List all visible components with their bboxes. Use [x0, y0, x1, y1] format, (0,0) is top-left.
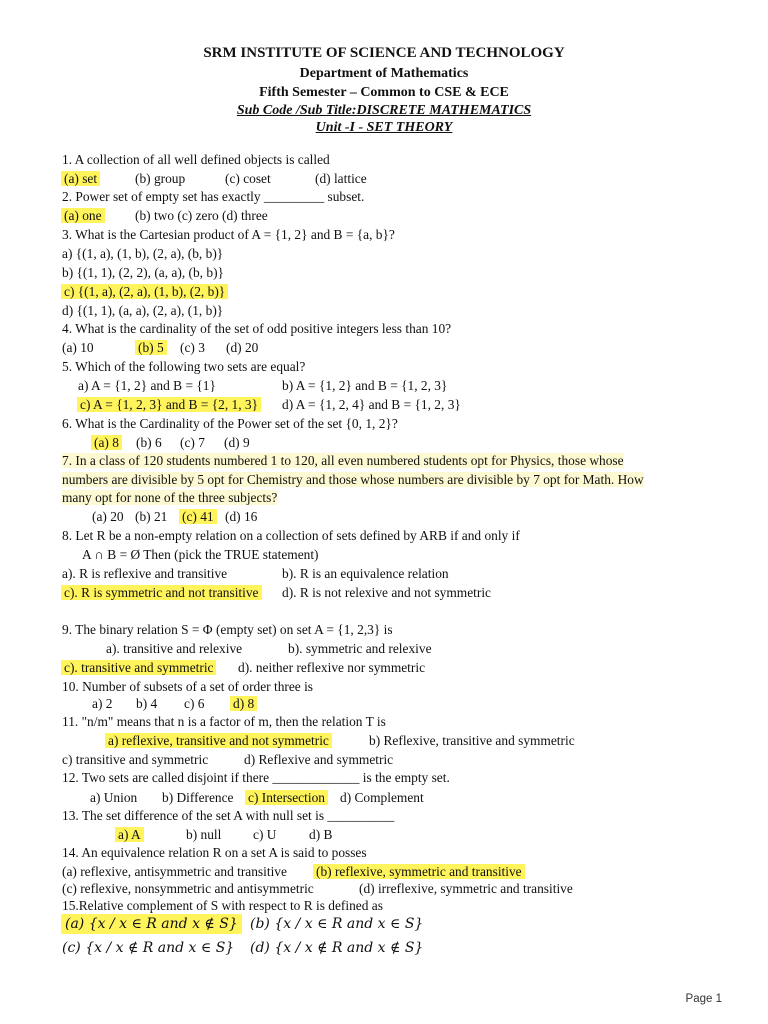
q10-option-c: c) 6 — [184, 696, 205, 711]
q3-option-b: b) {(1, 1), (2, 2), (a, a), (b, b)} — [62, 265, 224, 280]
q4-option-b: (b) 5 — [136, 340, 166, 356]
q4-option-a: (a) 10 — [62, 340, 94, 355]
q3-option-c: c) {(1, a), (2, a), (1, b), (2, b)} — [62, 284, 227, 300]
q7-option-b: (b) 21 — [135, 509, 168, 524]
q5-option-b: b) A = {1, 2} and B = {1, 2, 3} — [282, 378, 448, 393]
q9-option-c: c). transitive and symmetric — [62, 660, 215, 676]
q14-option-b: (b) reflexive, symmetric and transitive — [314, 864, 524, 880]
q14-option-c: (c) reflexive, nonsymmetric and antisymmetric — [62, 881, 314, 896]
q15-option-c: (c) {x / x ∉ R and x ∈ S} — [62, 940, 235, 956]
q10-option-d: d) 8 — [231, 696, 256, 712]
q7-option-d: (d) 16 — [225, 509, 258, 524]
q10-option-b: b) 4 — [136, 696, 158, 711]
institute-title: SRM INSTITUTE OF SCIENCE AND TECHNOLOGY — [203, 45, 565, 61]
q12-option-a: a) Union — [90, 790, 138, 805]
semester-title: Fifth Semester – Common to CSE & ECE — [259, 85, 509, 100]
q7-option-a: (a) 20 — [92, 509, 124, 524]
question-8-line-1: 8. Let R be a non-empty relation on a collection of sets defined by ARB if and only if — [62, 528, 520, 543]
question-13: 13. The set difference of the set A with null set is __________ — [62, 808, 395, 823]
question-5: 5. Which of the following two sets are equal? — [62, 359, 306, 374]
q15-option-a: (a) {x / x ∈ R and x ∉ S} — [62, 916, 241, 932]
question-1: 1. A collection of all well defined objects is called — [62, 152, 330, 167]
q1-option-c: (c) coset — [225, 171, 271, 186]
q14-option-a: (a) reflexive, antisymmetric and transitive — [62, 864, 287, 879]
q12-option-c: c) Intersection — [246, 790, 327, 806]
q12-option-b: b) Difference — [162, 790, 234, 805]
q3-option-a: a) {(1, a), (1, b), (2, a), (b, b)} — [62, 246, 224, 261]
question-3: 3. What is the Cartesian product of A = {1, 2} and B = {a, b}? — [62, 227, 395, 242]
q9-option-a: a). transitive and relexive — [106, 641, 243, 656]
question-8-line-2: A ∩ B = Ø Then (pick the TRUE statement) — [82, 547, 319, 562]
q5-option-a: a) A = {1, 2} and B = {1} — [78, 378, 216, 393]
q1-option-d: (d) lattice — [315, 171, 367, 186]
question-11: 11. "n/m" means that n is a factor of m, then the relation T is — [62, 714, 386, 729]
q15-option-d: (d) {x / x ∉ R and x ∉ S} — [250, 940, 424, 956]
q6-option-c: (c) 7 — [180, 435, 205, 450]
question-15: 15.Relative complement of S with respect to R is defined as — [62, 898, 383, 913]
q15-option-b: (b) {x / x ∈ R and x ∈ S} — [250, 916, 424, 932]
q10-option-a: a) 2 — [92, 696, 113, 711]
subject-title: Sub Code /Sub Title:DISCRETE MATHEMATICS — [236, 103, 532, 118]
q1-option-b: (b) group — [135, 171, 186, 186]
q8-option-d: d). R is not relexive and not symmetric — [282, 585, 491, 600]
q3-option-d: d) {(1, 1), (a, a), (2, a), (1, b)} — [62, 303, 224, 318]
q13-option-d: d) B — [309, 827, 333, 842]
q13-option-a: a) A — [116, 827, 143, 843]
question-14: 14. An equivalence relation R on a set A is said to posses — [62, 845, 367, 860]
q8-option-a: a). R is reflexive and transitive — [62, 566, 228, 581]
question-7-line-2: numbers are divisible by 5 opt for Chemistry and those whose numbers are divisible by 7 opt for Math. How — [62, 472, 644, 487]
question-9: 9. The binary relation S = Φ (empty set) on set A = {1, 2,3} is — [62, 622, 393, 637]
q6-option-d: (d) 9 — [224, 435, 250, 450]
page-number: Page 1 — [685, 993, 722, 1005]
q7-option-c: (c) 41 — [180, 509, 216, 525]
q13-option-b: b) null — [186, 827, 222, 842]
q14-option-d: (d) irreflexive, symmetric and transitive — [359, 881, 573, 896]
q4-option-c: (c) 3 — [180, 340, 205, 355]
question-2: 2. Power set of empty set has exactly _________ subset. — [62, 189, 365, 204]
question-4: 4. What is the cardinality of the set of odd positive integers less than 10? — [62, 321, 452, 336]
q2-other-options: (b) two (c) zero (d) three — [135, 208, 268, 223]
q8-option-b: b). R is an equivalence relation — [282, 566, 449, 581]
q9-option-d: d). neither reflexive nor symmetric — [238, 660, 426, 675]
question-6: 6. What is the Cardinality of the Power set of the set {0, 1, 2}? — [62, 416, 398, 431]
q8-option-c: c). R is symmetric and not transitive — [62, 585, 261, 601]
question-10: 10. Number of subsets of a set of order three is — [62, 679, 314, 694]
department-title: Department of Mathematics — [299, 66, 469, 81]
q5-option-c: c) A = {1, 2, 3} and B = {2, 1, 3} — [78, 397, 260, 413]
q11-option-c: c) transitive and symmetric — [62, 752, 209, 767]
unit-title: Unit -I - SET THEORY — [315, 120, 453, 135]
question-7-line-3: many opt for none of the three subjects? — [62, 490, 278, 505]
q5-option-d: d) A = {1, 2, 4} and B = {1, 2, 3} — [282, 397, 461, 412]
q2-option-a: (a) one — [62, 208, 104, 224]
q11-option-d: d) Reflexive and symmetric — [244, 752, 394, 767]
q12-option-d: d) Complement — [340, 790, 424, 805]
q1-option-a: (a) set — [62, 171, 99, 187]
q4-option-d: (d) 20 — [226, 340, 259, 355]
q6-option-b: (b) 6 — [136, 435, 162, 450]
q11-option-a: a) reflexive, transitive and not symmetric — [106, 733, 331, 749]
q6-option-a: (a) 8 — [92, 435, 121, 451]
question-12: 12. Two sets are called disjoint if there _____________ is the empty set. — [62, 770, 450, 785]
q9-option-b: b). symmetric and relexive — [288, 641, 432, 656]
q13-option-c: c) U — [253, 827, 277, 842]
question-7-line-1: 7. In a class of 120 students numbered 1 to 120, all even numbered students opt for Physics, those whose — [62, 453, 624, 468]
q11-option-b: b) Reflexive, transitive and symmetric — [369, 733, 575, 748]
